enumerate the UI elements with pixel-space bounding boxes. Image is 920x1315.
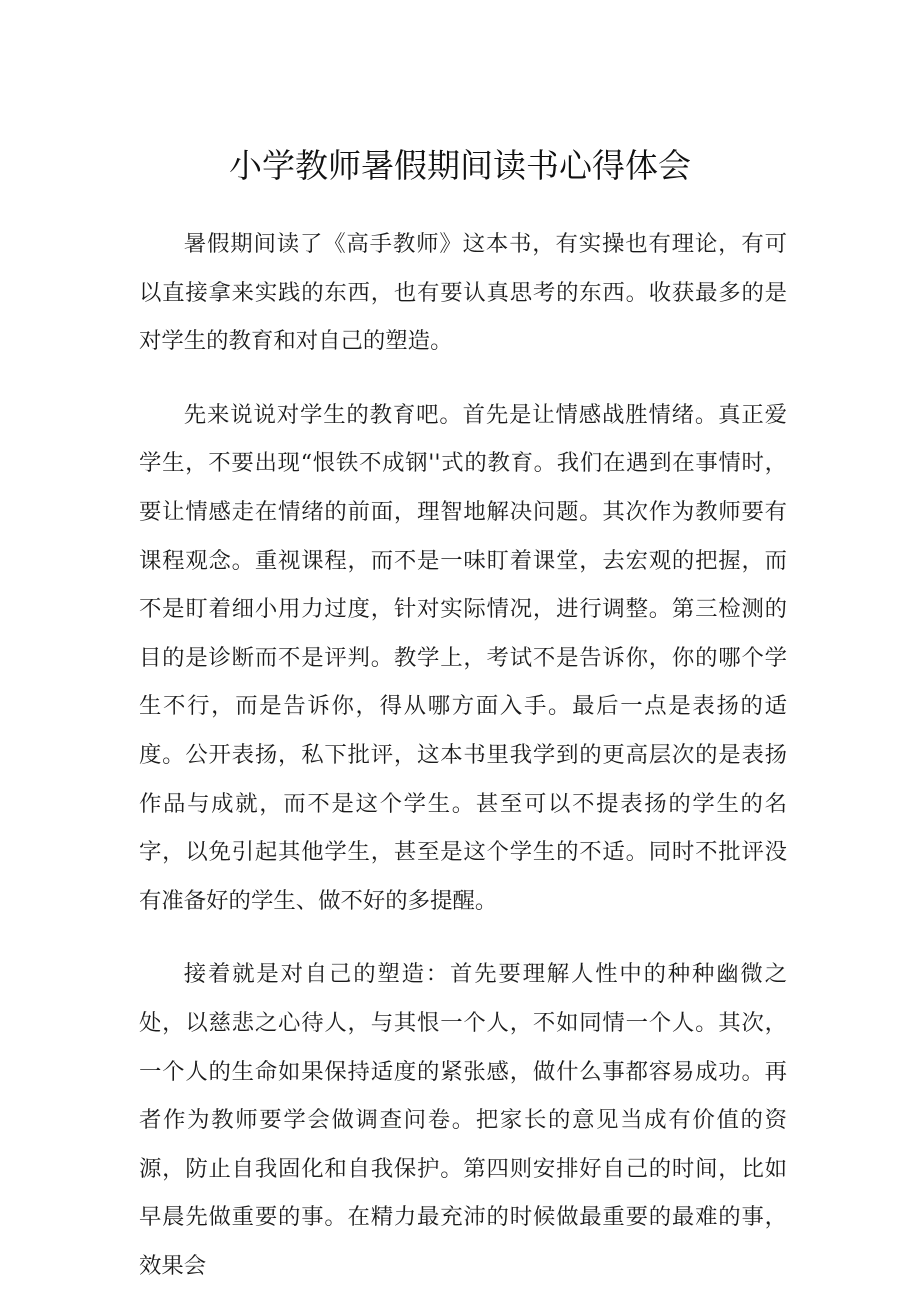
paragraph-self-shaping: 接着就是对自己的塑造：首先要理解人性中的种种幽微之处，以慈悲之心待人，与其恨一个人，不如同情一个人。其次，一个人的生命如果保持适度的紧张感，做什么事都容易成功。再者作为教师要学会做调查问卷。把家长的意见当成有价值的资源，防止自我固化和自我保护。第四则安排好自己的时间，比如早晨先做重要的事。在精力最充沛的时候做最重要的最难的事，效果会 — [139, 961, 787, 1279]
document-body — [139, 220, 787, 1315]
paragraph-intro: 暑假期间读了《高手教师》这本书，有实操也有理论，有可以直接拿来实践的东西，也有要认真思考的东西。收获最多的是对学生的教育和对自己的塑造。 — [139, 231, 787, 355]
document-title: 小学教师暑假期间读书心得体会 — [229, 146, 691, 185]
paragraph-student-education: 先来说说对学生的教育吧。首先是让情感战胜情绪。真正爱学生，不要出现“恨铁不成钢''式的教育。我们在遇到在事情时，要让情感走在情绪的前面，理智地解决问题。其次作为教师要有课程观念。重视课程，而不是一味盯着课堂，去宏观的把握，而不是盯着细小用力过度，针对实际情况，进行调整。第三检测的目的是诊断而不是评判。教学上，考试不是告诉你，你的哪个学生不行，而是告诉你，得从哪方面入手。最后一点是表扬的适度。公开表扬，私下批评，这本书里我学到的更高层次的是表扬作品与成就，而不是这个学生。甚至可以不提表扬的学生的名字，以免引起其他学生，甚至是这个学生的不适。同时不批评没有准备好的学生、做不好的多提醒。 — [139, 401, 787, 914]
